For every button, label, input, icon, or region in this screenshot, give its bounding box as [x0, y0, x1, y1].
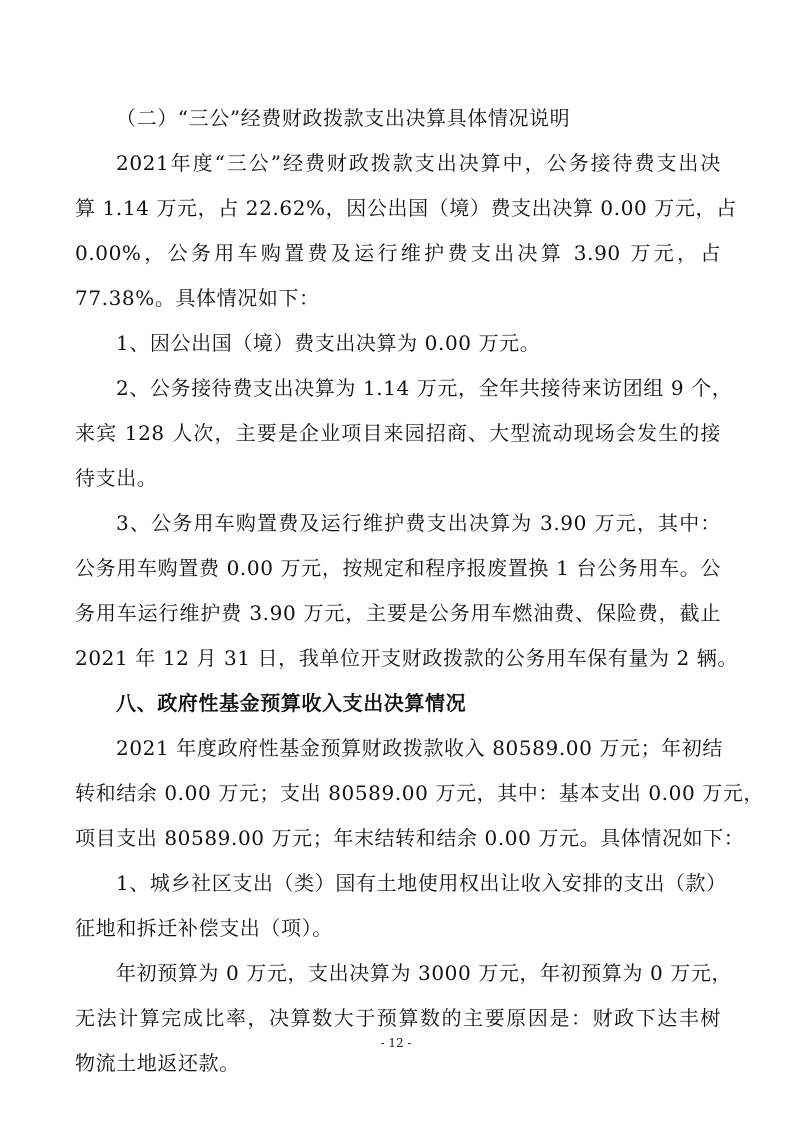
section-heading: 八、政府性基金预算收入支出决算情况 — [116, 691, 467, 715]
paragraph-line: 2021 年度政府性基金预算财政拨款收入 80589.00 万元；年初结 — [116, 736, 723, 760]
paragraph-line: 征地和拆迁补偿支出（项）。 — [75, 916, 333, 940]
paragraph-line: 0.00%，公务用车购置费及运行维护费支出决算 3.90 万元，占 — [75, 241, 721, 265]
paragraph-line: 转和结余 0.00 万元；支出 80589.00 万元，其中：基本支出 0.00 万元， — [75, 781, 765, 805]
paragraph-line: 来宾 128 人次，主要是企业项目来园招商、大型流动现场会发生的接 — [75, 421, 721, 445]
paragraph-line: 1、城乡社区支出（类）国有土地使用权出让收入安排的支出（款） — [116, 871, 727, 895]
paragraph-line: 物流土地返还款。 — [75, 1051, 240, 1075]
paragraph-line: 项目支出 80589.00 万元；年末结转和结余 0.00 万元。具体情况如下： — [75, 826, 745, 850]
paragraph-line: 公务用车购置费 0.00 万元，按规定和程序报废置换 1 台公务用车。公 — [75, 556, 721, 580]
page-number: - 12 - — [380, 1036, 412, 1050]
subsection-heading: （二）“三公”经费财政拨款支出决算具体情况说明 — [116, 106, 571, 130]
paragraph-line: 2、公务接待费支出决算为 1.14 万元，全年共接待来访团组 9 个， — [116, 376, 733, 400]
paragraph-line: 算 1.14 万元，占 22.62%，因公出国（境）费支出决算 0.00 万元，占 — [75, 196, 737, 220]
paragraph-line: 77.38%。具体情况如下： — [75, 286, 320, 310]
paragraph-line: 1、因公出国（境）费支出决算为 0.00 万元。 — [116, 331, 541, 355]
paragraph-line: 务用车运行维护费 3.90 万元，主要是公务用车燃油费、保险费，截止 — [75, 601, 721, 625]
paragraph-line: 2021年度“三公”经费财政拨款支出决算中，公务接待费支出决 — [116, 151, 721, 175]
paragraph-line: 3、公务用车购置费及运行维护费支出决算为 3.90 万元，其中： — [116, 511, 721, 535]
paragraph-line: 年初预算为 0 万元，支出决算为 3000 万元，年初预算为 0 万元， — [116, 961, 733, 985]
paragraph-line: 待支出。 — [75, 466, 158, 490]
paragraph-line: 无法计算完成比率，决算数大于预算数的主要原因是：财政下达丰树 — [75, 1006, 721, 1030]
paragraph-line: 2021 年 12 月 31 日，我单位开支财政拨款的公务用车保有量为 2 辆。 — [75, 646, 739, 670]
